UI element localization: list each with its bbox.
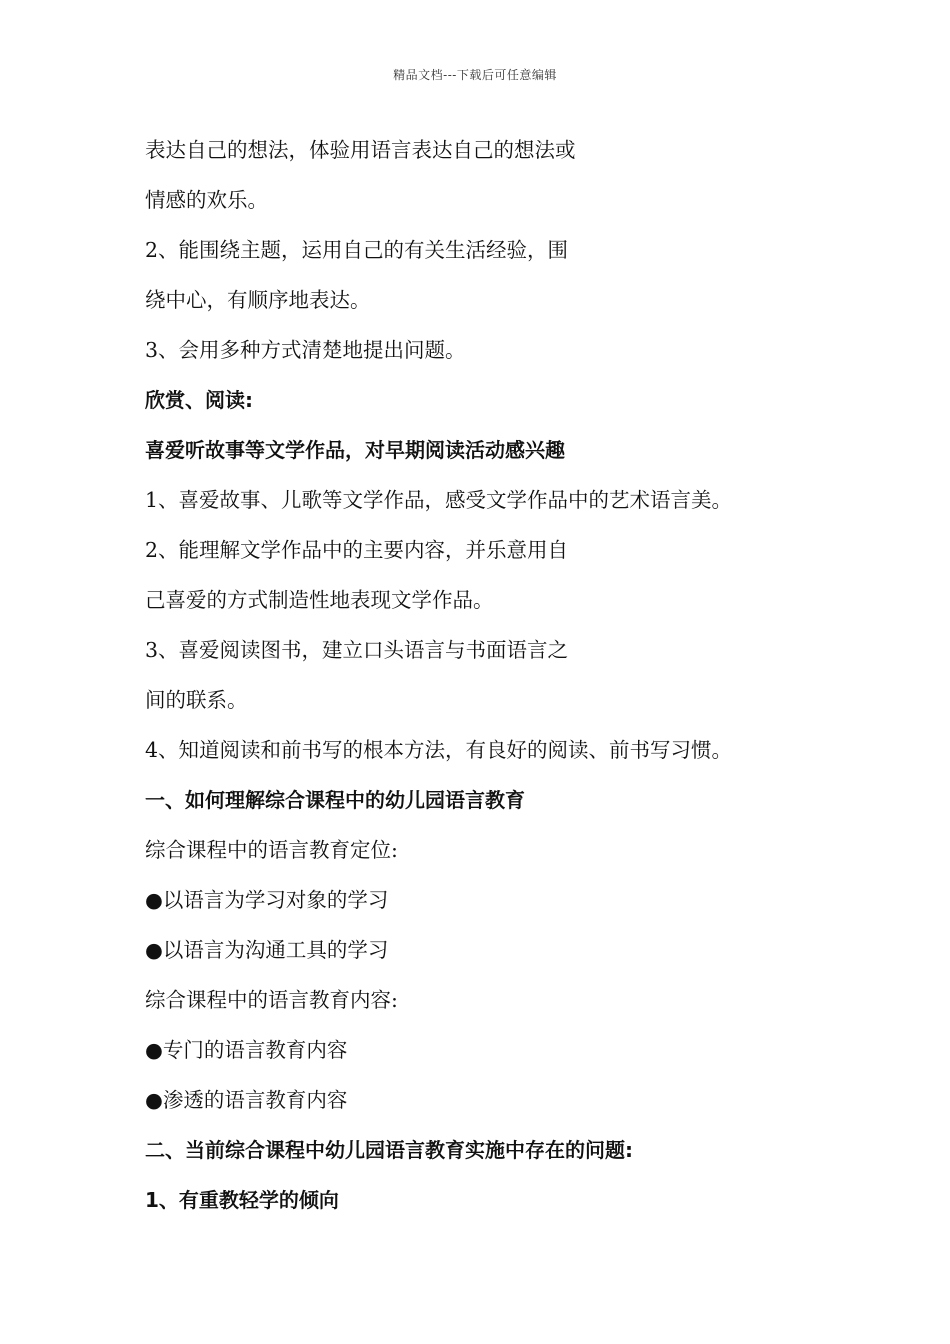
section-subheading: 1、有重教轻学的倾向 (145, 1188, 339, 1212)
list-item: 2、能围绕主题，运用自己的有关生活经验，围 (145, 238, 569, 262)
section-heading: 二、当前综合课程中幼儿园语言教育实施中存在的问题: (145, 1138, 633, 1162)
bullet-item: ●渗透的语言教育内容 (145, 1088, 348, 1112)
section-heading: 欣赏、阅读: (145, 388, 253, 412)
text-line: 绕中心，有顺序地表达。 (145, 288, 371, 312)
bullet-item: ●以语言为学习对象的学习 (145, 888, 389, 912)
list-item: 1、喜爱故事、儿歌等文学作品，感受文学作品中的艺术语言美。 (145, 488, 733, 512)
text-line: 综合课程中的语言教育内容: (145, 988, 398, 1012)
section-heading: 一、如何理解综合课程中的幼儿园语言教育 (145, 788, 525, 812)
text-line: 间的联系。 (145, 688, 248, 712)
bullet-item: ●专门的语言教育内容 (145, 1038, 348, 1062)
list-item: 3、喜爱阅读图书，建立口头语言与书面语言之 (145, 638, 569, 662)
list-item: 4、知道阅读和前书写的根本方法，有良好的阅读、前书写习惯。 (145, 738, 733, 762)
text-line: 表达自己的想法，体验用语言表达自己的想法或 (145, 138, 576, 162)
list-item: 2、能理解文学作品中的主要内容，并乐意用自 (145, 538, 569, 562)
section-subheading: 喜爱听故事等文学作品，对早期阅读活动感兴趣 (145, 438, 565, 462)
page-header: 精品文档---下载后可任意编辑 (393, 68, 557, 82)
document-body (145, 132, 825, 1232)
list-item: 3、会用多种方式清楚地提出问题。 (145, 338, 466, 362)
text-line: 己喜爱的方式制造性地表现文学作品。 (145, 588, 494, 612)
text-line: 综合课程中的语言教育定位: (145, 838, 398, 862)
text-line: 情感的欢乐。 (145, 188, 268, 212)
bullet-item: ●以语言为沟通工具的学习 (145, 938, 389, 962)
